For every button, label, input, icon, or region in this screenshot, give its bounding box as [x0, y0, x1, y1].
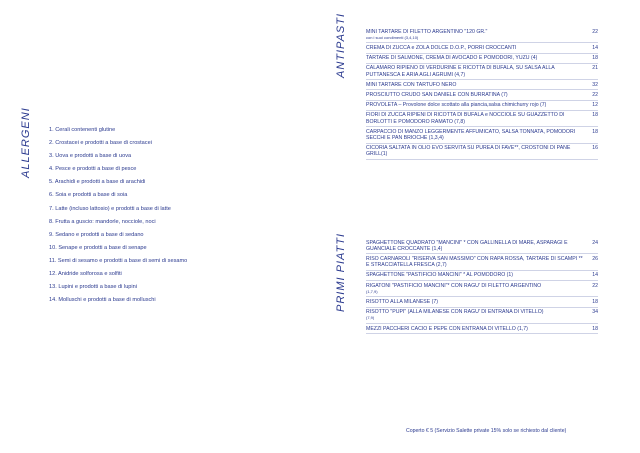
- menu-item-price: 24: [592, 239, 598, 246]
- allergen-item: 5. Arachidi e prodotti a base di arachidi: [49, 179, 146, 186]
- allergen-item: 4. Pesce e prodotti a base di pesce: [49, 166, 137, 173]
- menu-item-detail: (7,9): [366, 315, 375, 321]
- menu-item-detail: con i suoi condimenti (3,4,10): [366, 34, 419, 40]
- menu-item-price: 22: [592, 28, 598, 35]
- allergen-list: [49, 127, 299, 310]
- antipasti-list: [366, 27, 598, 160]
- menu-item-price: 14: [592, 272, 598, 279]
- allergen-item: 6. Soia e prodotti a base di soia: [49, 192, 128, 199]
- menu-item-price: 18: [592, 55, 598, 62]
- allergen-item: 7. Latte (incluso lattosio) e prodotti a base di latte: [49, 205, 171, 212]
- coperto-note: Coperto € 5 (Servizio Salette private 15% solo se richiesto dal cliente): [406, 428, 567, 434]
- menu-item: [366, 90, 598, 100]
- menu-item-name: TARTARE DI SALMONE, CREMA DI AVOCADO E POMODORI, YUZU (4): [366, 55, 538, 62]
- menu-item: [366, 308, 598, 324]
- menu-item-price: 12: [592, 102, 598, 109]
- menu-item: [366, 111, 598, 127]
- menu-item-price: 18: [592, 112, 598, 119]
- menu-item: [366, 144, 598, 160]
- menu-item: [366, 324, 598, 334]
- allergen-item: 13. Lupini e prodotti a base di lupini: [49, 284, 138, 291]
- menu-item-name: CICORIA SALTATA IN OLIO EVO SERVITA SU PUREA DI FAVE**, CROSTONI DI PANE GRILL(1): [366, 145, 571, 158]
- antipasti-title: ANTIPASTI: [335, 12, 347, 78]
- menu-item-name: PROVOLETA – Provolone dolce scottato alla piancia,salsa chimichurry rojo (7): [366, 102, 547, 109]
- allergen-item: 12. Anidride solforosa e solfiti: [49, 271, 122, 278]
- menu-item: [366, 101, 598, 111]
- menu-item-price: 14: [592, 44, 598, 51]
- menu-item-name: PROSCIUTTO CRUDO SAN DANIELE CON BURRATINA (7): [366, 91, 508, 98]
- allergen-item: 14. Molluschi e prodotti a base di molluschi: [49, 297, 156, 304]
- allergeni-title: ALLERGENI: [20, 107, 32, 178]
- menu-item-name: RIGATONI "PASTIFICIO MANCINI"* CON RAGU' DI FILETTO ARGENTINO: [366, 282, 542, 289]
- footnote-line: [366, 390, 598, 393]
- menu-item-name: RISOTTO "PUPI" (ALLA MILANESE CON RAGU' DI ENTRANA DI VITELLO): [366, 309, 544, 316]
- allergen-item: 10. Senape e prodotti a base di senape: [49, 244, 147, 251]
- menu-item-price: 32: [592, 81, 598, 88]
- menu-item: [366, 271, 598, 281]
- menu-item: [366, 27, 598, 43]
- footnote-line: [366, 394, 598, 397]
- menu-item: [366, 43, 598, 53]
- menu-item-name: MEZZI PACCHERI CACIO E PEPE CON ENTRANA DI VITELLO (1,7): [366, 325, 528, 332]
- primi-piatti-title: PRIMI PIATTI: [335, 232, 347, 312]
- menu-item-name: MINI TARTARE DI FILETTO ARGENTINO "120 GR.": [366, 28, 488, 35]
- allergen-item: 8. Frutta a guscio: mandorle, nocciole, noci: [49, 218, 156, 225]
- menu-item-price: 22: [592, 91, 598, 98]
- menu-item: [366, 254, 598, 270]
- menu-item-name: FIORI DI ZUCCA RIPIENI DI RICOTTA DI BUFALA e NOCCIOLE SU GUAZZETTO DI BORLOTTI E POMODORO RAMATO (7,8): [366, 112, 565, 125]
- menu-item-name: RISO CARNAROLI "RISERVA SAN MASSIMO" CON RAPA ROSSA, TARTARE DI SCAMPI ** E STRACCIATELLA FRESCA (2,7): [366, 255, 583, 269]
- menu-item-name: CARPACCIO DI MANZO LEGGERMENTE AFFUMICATO, SALSA TONNATA, POMODORI SECCHI E PAN BRIOCHE (1,3,4): [366, 128, 576, 141]
- menu-item-price: 34: [592, 309, 598, 316]
- allergen-item: 1. Cerali contenenti glutine: [49, 127, 116, 133]
- footnote-line: [366, 385, 598, 388]
- allergen-item: 3. Uova e prodotti a base di uova: [49, 153, 132, 160]
- menu-item-name: SPAGHETTONE "PASTIFICIO MANCINI" * AL POMODORO (1): [366, 272, 514, 279]
- menu-item-price: 18: [592, 298, 598, 305]
- menu-item: [366, 64, 598, 80]
- allergen-item: 9. Sedano e prodotti a base di sedano: [49, 231, 144, 238]
- menu-item-name: CREMA DI ZUCCA e ZOLA DOLCE D.O.P., PORRI CROCCANTI: [366, 44, 517, 51]
- menu-item: [366, 281, 598, 297]
- menu-item-detail: (1,7,9): [366, 288, 378, 294]
- allergen-item: 2. Crostacei e prodotti a base di crostacei: [49, 140, 152, 147]
- menu-item-price: 18: [592, 325, 598, 332]
- menu-item-price: 22: [592, 282, 598, 289]
- menu-item: [366, 127, 598, 143]
- menu-item: [366, 297, 598, 307]
- menu-item: [366, 80, 598, 90]
- menu-item-price: 16: [592, 145, 598, 152]
- menu-item: [366, 54, 598, 64]
- menu-item-price: 26: [592, 255, 598, 262]
- menu-item: [366, 238, 598, 254]
- menu-item-name: RISOTTO ALLA MILANESE (7): [366, 298, 438, 305]
- menu-item-name: CALAMARO RIPIENO DI VERDURINE E RICOTTA DI BUFALA, SU SALSA ALLA PUTTANESCA E ARIA AGLI AGRUMI (4,7): [366, 65, 555, 78]
- footnotes: [366, 385, 598, 399]
- allergen-item: 11. Semi di sesamo e prodotti a base di semi di sesamo: [49, 257, 188, 264]
- menu-item-name: MINI TARTARE CON TARTUFO NERO: [366, 81, 457, 88]
- menu-item-price: 21: [592, 65, 598, 72]
- primi-piatti-list: [366, 238, 598, 334]
- menu-item-name: SPAGHETTONE QUADRATO "MANCINI" * CON GALLINELLA DI MARE, ASPARAGI E GUANCIALE CROCCANTE (1,4): [366, 239, 568, 252]
- menu-item-price: 18: [592, 128, 598, 135]
